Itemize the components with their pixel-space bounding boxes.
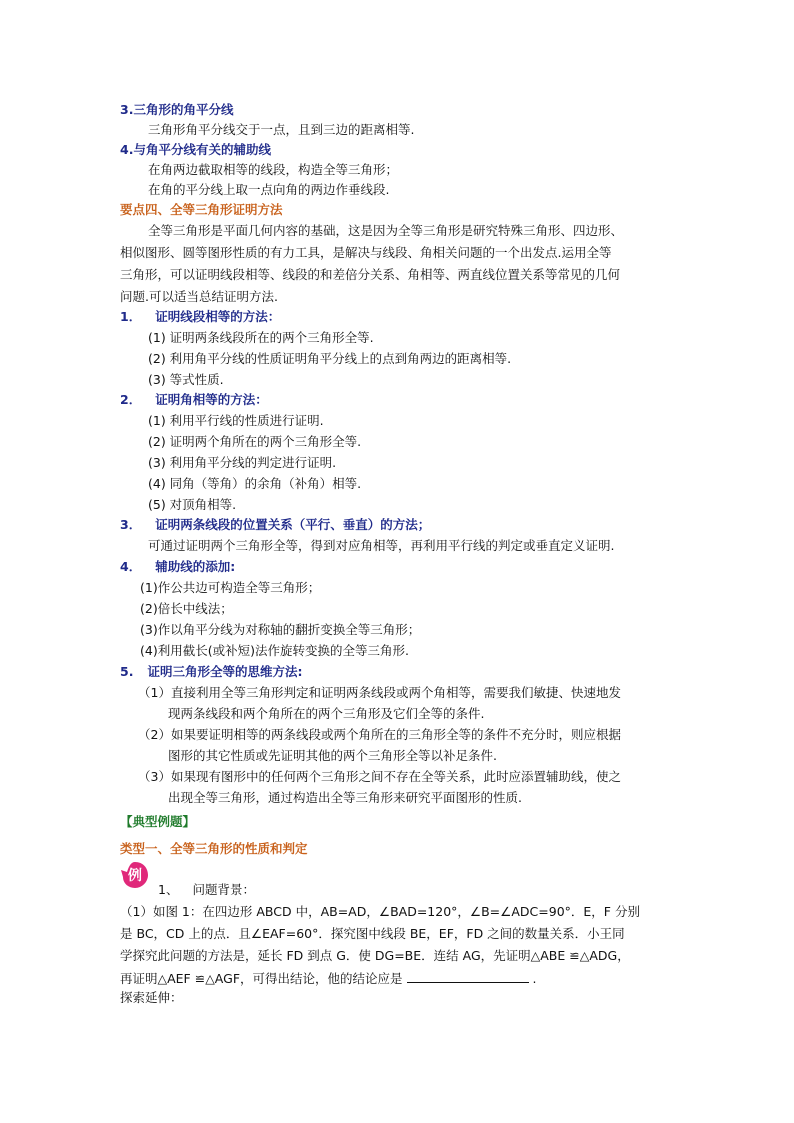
point4-intro-3: 三角形，可以证明线段相等、线段的和差倍分关系、角相等、两直线位置关系等常见的几何 xyxy=(120,267,621,282)
method3-num: 3． xyxy=(120,517,142,532)
method4-item-3: (3)作以角平分线为对称轴的翻折变换全等三角形； xyxy=(140,622,421,637)
question-line-2: 是 BC，CD 上的点．且∠EAF=60°．探究图中线段 BE，EF，FD 之间的数量关系．小王同 xyxy=(120,926,625,941)
method4-item-1: (1)作公共边可构造全等三角形； xyxy=(140,580,321,595)
method5-item-3-line-1: （3）如果现有图形中的任何两个三角形之间不存在全等关系，此时应添置辅助线，使之 xyxy=(138,769,621,784)
question-line-4 xyxy=(120,968,537,989)
method2-title: 证明角相等的方法： xyxy=(155,392,268,407)
point4-intro-4: 问题.可以适当总结证明方法. xyxy=(120,289,278,304)
answer-blank[interactable] xyxy=(407,968,529,983)
method2-num: 2． xyxy=(120,392,142,407)
question-line-4-end: . xyxy=(532,971,537,986)
explore-extension: 探索延伸： xyxy=(120,990,183,1005)
method1-heading xyxy=(120,307,280,327)
method1-num: 1． xyxy=(120,309,142,324)
method4-item-4: (4)利用截长(或补短)法作旋转变换的全等三角形. xyxy=(140,643,409,658)
question-line-3: 学探究此问题的方法是，延长 FD 到点 G．使 DG=BE．连结 AG，先证明△ABE ≌△ADG， xyxy=(120,948,630,963)
example-badge-icon xyxy=(120,860,150,890)
method5-item-2-line-2: 图形的其它性质或先证明其他的两个三角形全等以补足条件. xyxy=(168,748,497,763)
method5-item-3-line-2: 出现全等三角形，通过构造出全等三角形来研究平面图形的性质. xyxy=(168,790,522,805)
method4-num: 4． xyxy=(120,559,142,574)
section3-line: 三角形角平分线交于一点，且到三边的距离相等. xyxy=(148,122,415,137)
method2-item-3: (3) 利用角平分线的判定进行证明. xyxy=(148,455,337,470)
method4-heading xyxy=(120,557,235,577)
method2-item-1: (1) 利用平行线的性质进行证明. xyxy=(148,413,324,428)
method2-item-5: (5) 对顶角相等. xyxy=(148,497,237,512)
method4-title: 辅助线的添加: xyxy=(155,559,236,574)
question-line-4-text: 再证明△AEF ≌△AGF，可得出结论，他的结论应是 xyxy=(120,971,403,986)
section4-heading: 4.与角平分线有关的辅助线 xyxy=(120,142,271,157)
method3-heading xyxy=(120,515,430,535)
point4-intro-1: 全等三角形是平面几何内容的基础，这是因为全等三角形是研究特殊三角形、四边形、 xyxy=(148,223,624,238)
section4-line-1: 在角两边截取相等的线段，构造全等三角形； xyxy=(148,162,399,177)
question-intro xyxy=(158,880,255,900)
method1-title: 证明线段相等的方法： xyxy=(155,309,281,324)
method5-heading xyxy=(120,662,302,682)
question-line-1: （1）如图 1：在四边形 ABCD 中，AB=AD，∠BAD=120°，∠B=∠ADC=90°．E，F 分别 xyxy=(120,904,640,919)
question-background: 问题背景： xyxy=(192,882,255,897)
example-badge-label: 例 xyxy=(128,868,142,884)
method5-item-1-line-1: （1）直接利用全等三角形判定和证明两条线段或两个角相等，需要我们敏捷、快速地发 xyxy=(138,685,621,700)
point4-heading: 要点四、全等三角形证明方法 xyxy=(120,202,283,217)
question-number: 1、 xyxy=(158,882,179,897)
type1-heading: 类型一、全等三角形的性质和判定 xyxy=(120,841,308,856)
method5-title: 证明三角形全等的思维方法: xyxy=(147,664,303,679)
section4-line-2: 在角的平分线上取一点向角的两边作垂线段. xyxy=(148,182,390,197)
method3-item-1: 可通过证明两个三角形全等，得到对应角相等，再利用平行线的判定或垂直定义证明. xyxy=(148,538,615,553)
method1-item-2: (2) 利用角平分线的性质证明角平分线上的点到角两边的距离相等. xyxy=(148,351,512,366)
method5-num: 5. xyxy=(120,664,134,679)
method2-heading xyxy=(120,390,268,410)
method5-item-2-line-1: （2）如果要证明相等的两条线段或两个角所在的三角形全等的条件不充分时，则应根据 xyxy=(138,727,621,742)
method3-title: 证明两条线段的位置关系（平行、垂直）的方法； xyxy=(155,517,431,532)
section3-heading: 3.三角形的角平分线 xyxy=(120,102,234,117)
method2-item-4: (4) 同角（等角）的余角（补角）相等. xyxy=(148,476,362,491)
method1-item-3: (3) 等式性质. xyxy=(148,372,224,387)
examples-heading: 【典型例题】 xyxy=(120,814,196,829)
point4-intro-2: 相似图形、圆等图形性质的有力工具，是解决与线段、角相关问题的一个出发点.运用全等 xyxy=(120,245,612,260)
method1-item-1: (1) 证明两条线段所在的两个三角形全等. xyxy=(148,330,374,345)
method5-item-1-line-2: 现两条线段和两个角所在的两个三角形及它们全等的条件. xyxy=(168,706,485,721)
method2-item-2: (2) 证明两个角所在的两个三角形全等. xyxy=(148,434,362,449)
method4-item-2: (2)倍长中线法； xyxy=(140,601,233,616)
